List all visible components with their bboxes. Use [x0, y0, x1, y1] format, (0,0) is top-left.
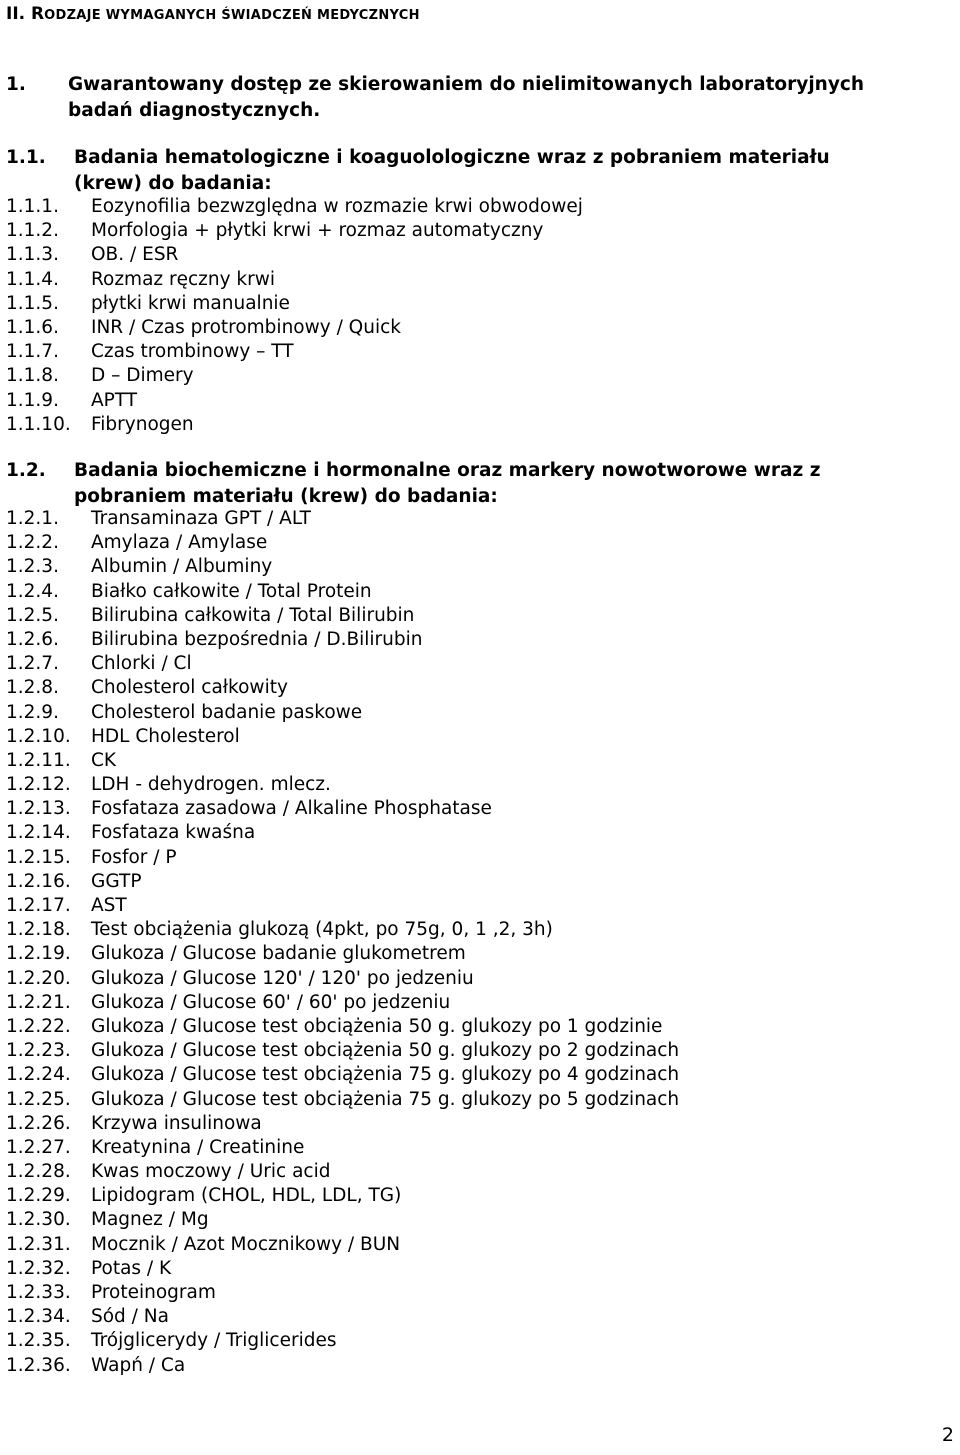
- item-number: 1.2.25.: [6, 1088, 71, 1110]
- item-number: 1.2.9.: [6, 701, 59, 723]
- item-label: Transaminaza GPT / ALT: [91, 508, 311, 529]
- item-label: Bilirubina całkowita / Total Bilirubin: [91, 604, 415, 626]
- item-number: 1.2.2.: [6, 532, 59, 554]
- item-number: 1.2.24.: [6, 1064, 71, 1086]
- item-number: 1.2.23.: [6, 1040, 71, 1062]
- item-number: 1.2.16.: [6, 870, 71, 892]
- item-number: 1.1.8.: [6, 365, 59, 387]
- item-label: HDL Cholesterol: [91, 725, 240, 747]
- item-label: OB. / ESR: [91, 244, 179, 266]
- item-number: 1.2.13.: [6, 798, 71, 820]
- item-label: Glukoza / Glucose badanie glukometrem: [91, 943, 466, 965]
- title-rest: ODZAJE WYMAGANYCH ŚWIADCZEŃ MEDYCZNYCH: [44, 8, 420, 23]
- item-number: 1.1.3.: [6, 244, 59, 266]
- item-number: 1.2.19.: [6, 943, 71, 965]
- item-label: Magnez / Mg: [91, 1209, 209, 1231]
- section-title: [74, 145, 830, 197]
- item-number: 1.2.29.: [6, 1185, 71, 1207]
- item-number: 1.2.34.: [6, 1306, 71, 1328]
- item-number: 1.2.20.: [6, 967, 71, 989]
- section-title-line1: Badania hematologiczne i koaguolologiczne wraz z pobraniem materiału: [74, 147, 830, 168]
- item-label: Krzywa insulinowa: [91, 1112, 262, 1134]
- item-number: 1.2.30.: [6, 1209, 71, 1231]
- item-label: Białko całkowite / Total Protein: [91, 580, 372, 602]
- item-number: 1.2.7.: [6, 653, 59, 675]
- section-title: [74, 458, 820, 510]
- item-label: Proteinogram: [91, 1282, 216, 1303]
- item-number: 1.2.4.: [6, 580, 59, 602]
- item-number: 1.1.7.: [6, 341, 59, 363]
- section-title-line2: badań diagnostycznych.: [68, 100, 321, 121]
- item-number: 1.2.17.: [6, 895, 71, 916]
- title-first-letter: R: [31, 4, 45, 24]
- item-number: 1.1.6.: [6, 316, 59, 338]
- section-title-line2: (krew) do badania:: [74, 173, 272, 194]
- item-number: 1.2.1.: [6, 508, 59, 529]
- item-label: Cholesterol badanie paskowe: [91, 701, 363, 723]
- item-number: 1.2.28.: [6, 1161, 71, 1183]
- item-label: AST: [91, 895, 127, 916]
- item-number: 1.2.27.: [6, 1136, 71, 1158]
- item-label: Glukoza / Glucose test obciążenia 75 g. glukozy po 4 godzinach: [91, 1064, 680, 1086]
- item-number: 1.2.36.: [6, 1354, 71, 1376]
- item-label: INR / Czas protrombinowy / Quick: [91, 316, 401, 338]
- item-label: APTT: [91, 389, 138, 411]
- item-label: Cholesterol całkowity: [91, 677, 288, 699]
- section-title-line2: pobraniem materiału (krew) do badania:: [74, 486, 498, 507]
- item-label: płytki krwi manualnie: [91, 292, 290, 314]
- item-number: 1.2.15.: [6, 846, 71, 868]
- item-number: 1.2.10.: [6, 725, 71, 747]
- section-title: [68, 72, 864, 124]
- item-label: Eozynofilia bezwzględna w rozmazie krwi obwodowej: [91, 196, 583, 217]
- item-number: 1.2.32.: [6, 1257, 71, 1279]
- item-label: Glukoza / Glucose 60' / 60' po jedzeniu: [91, 991, 451, 1013]
- item-label: Fosfor / P: [91, 846, 177, 868]
- item-label: Kwas moczowy / Uric acid: [91, 1161, 331, 1183]
- item-label: Rozmaz ręczny krwi: [91, 268, 276, 290]
- item-number: 1.2.22.: [6, 1015, 71, 1037]
- item-label: Fibrynogen: [91, 413, 194, 435]
- item-label: Czas trombinowy – TT: [91, 341, 294, 363]
- item-label: Morfologia + płytki krwi + rozmaz automatyczny: [91, 220, 544, 242]
- item-label: Bilirubina bezpośrednia / D.Bilirubin: [91, 628, 423, 650]
- item-number: 1.1.2.: [6, 220, 59, 242]
- item-label: Glukoza / Glucose 120' / 120' po jedzeniu: [91, 967, 474, 989]
- item-label: CK: [91, 749, 117, 771]
- item-label: Chlorki / Cl: [91, 653, 192, 675]
- section-title-line1: Badania biochemiczne i hormonalne oraz markery nowotworowe wraz z: [74, 460, 821, 481]
- item-number: 1.2.14.: [6, 822, 71, 844]
- item-label: Kreatynina / Creatinine: [91, 1136, 305, 1158]
- section-title-line1: Gwarantowany dostęp ze skierowaniem do nielimitowanych laboratoryjnych: [68, 74, 865, 95]
- item-label: Wapń / Ca: [91, 1354, 186, 1376]
- item-label: Glukoza / Glucose test obciążenia 50 g. glukozy po 2 godzinach: [91, 1040, 680, 1062]
- section-number: 1.: [6, 74, 26, 95]
- item-number: 1.2.21.: [6, 991, 71, 1013]
- item-number: 1.2.5.: [6, 604, 59, 626]
- item-number: 1.1.4.: [6, 268, 59, 290]
- item-number: 1.2.8.: [6, 677, 59, 699]
- section-number: 1.1.: [6, 147, 46, 168]
- item-number: 1.2.11.: [6, 749, 71, 771]
- item-label: Fosfataza kwaśna: [91, 822, 256, 844]
- item-label: Albumin / Albuminy: [91, 556, 273, 578]
- item-label: Glukoza / Glucose test obciążenia 75 g. glukozy po 5 godzinach: [91, 1088, 680, 1110]
- item-number: 1.2.3.: [6, 556, 59, 578]
- item-label: LDH - dehydrogen. mlecz.: [91, 774, 331, 796]
- item-label: Sód / Na: [91, 1306, 169, 1328]
- item-number: 1.1.5.: [6, 292, 59, 314]
- item-number: 1.2.26.: [6, 1112, 71, 1134]
- item-number: 1.1.1.: [6, 196, 59, 217]
- item-label: Potas / K: [91, 1257, 172, 1279]
- item-number: 1.2.6.: [6, 628, 59, 650]
- section-number: 1.2.: [6, 460, 46, 481]
- item-number: 1.2.12.: [6, 774, 71, 796]
- item-number: 1.1.10.: [6, 413, 71, 435]
- item-label: D – Dimery: [91, 365, 194, 387]
- item-label: GGTP: [91, 870, 142, 892]
- item-label: Mocznik / Azot Mocznikowy / BUN: [91, 1233, 401, 1255]
- item-label: Test obciążenia glukozą (4pkt, po 75g, 0, 1 ,2, 3h): [91, 919, 553, 941]
- item-number: 1.2.35.: [6, 1330, 71, 1352]
- item-label: Glukoza / Glucose test obciążenia 50 g. glukozy po 1 godzinie: [91, 1015, 663, 1037]
- item-label: Fosfataza zasadowa / Alkaline Phosphatase: [91, 798, 492, 820]
- document-title: [6, 2, 420, 28]
- title-number: II.: [6, 4, 32, 24]
- item-number: 1.2.18.: [6, 919, 71, 941]
- page-number: 2: [941, 1424, 954, 1446]
- item-number: 1.2.33.: [6, 1282, 71, 1303]
- item-label: Trójglicerydy / Triglicerides: [91, 1330, 337, 1352]
- item-label: Lipidogram (CHOL, HDL, LDL, TG): [91, 1185, 402, 1207]
- item-label: Amylaza / Amylase: [91, 532, 268, 554]
- item-number: 1.2.31.: [6, 1233, 71, 1255]
- item-number: 1.1.9.: [6, 389, 59, 411]
